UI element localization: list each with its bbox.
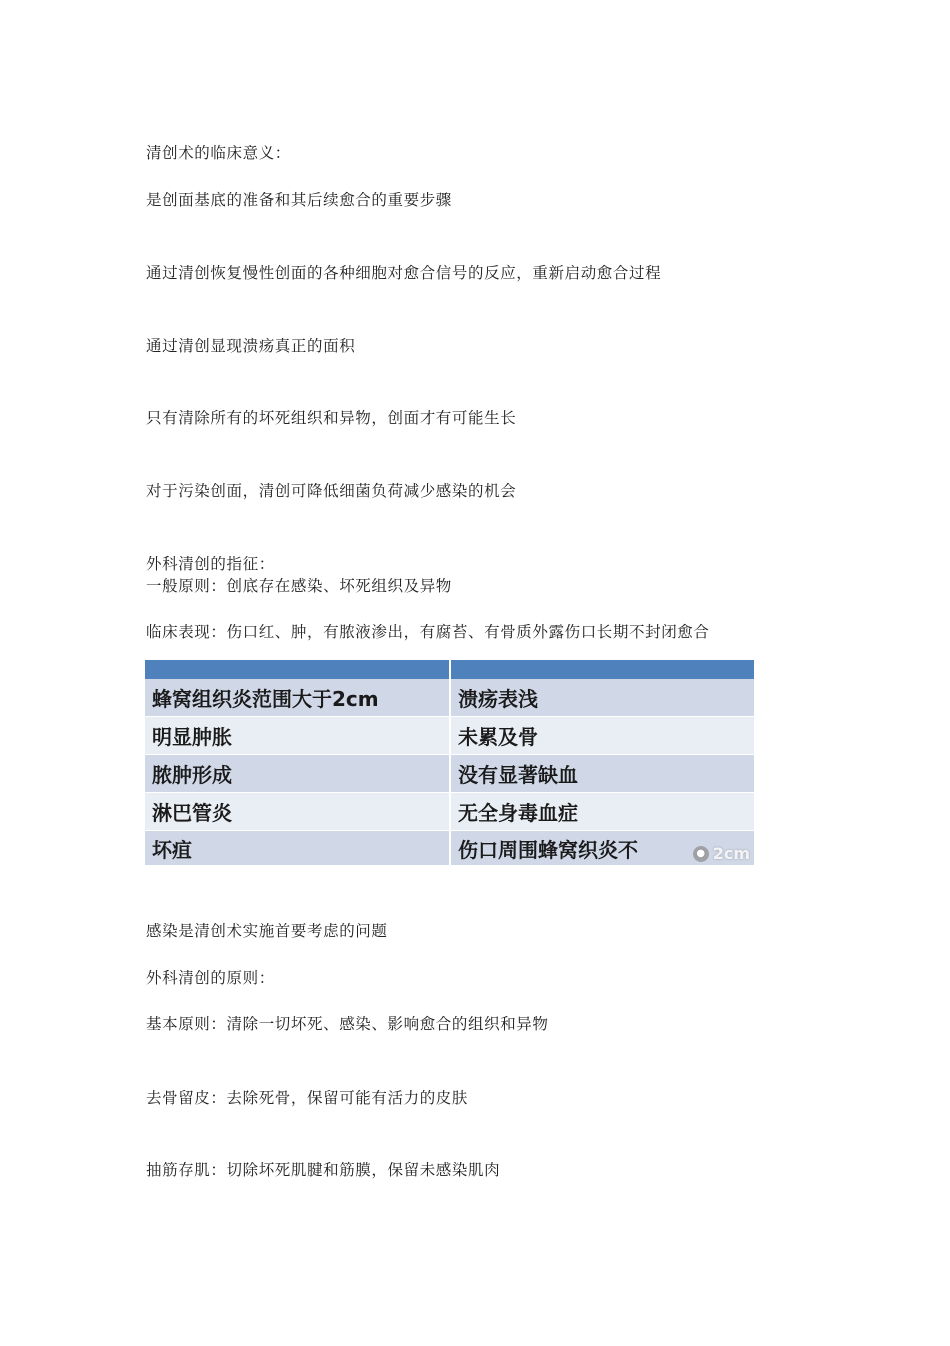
column-divider (449, 831, 451, 865)
table-cell-right: 无全身毒血症 (458, 801, 578, 825)
basic-principle-text: 基本原则：清除一切坏死、感染、影响愈合的组织和异物 (146, 1015, 549, 1033)
table-cell-left: 明显肿胀 (152, 725, 232, 749)
table-row (145, 679, 754, 716)
column-divider (449, 793, 451, 830)
column-divider (449, 755, 451, 792)
indications-heading: 外科清创的指征： (146, 555, 275, 573)
table-row (145, 831, 754, 865)
paragraph-remove-necrotic: 只有清除所有的坏死组织和异物，创面才有可能生长 (146, 409, 517, 427)
header-divider (449, 660, 451, 679)
watermark (693, 844, 750, 863)
table-cell-right: 没有显著缺血 (458, 763, 578, 787)
table-cell-right: 未累及骨 (458, 725, 538, 749)
general-principle-text: 一般原则：创底存在感染、坏死组织及异物 (146, 577, 452, 595)
table-cell-left: 淋巴管炎 (152, 801, 232, 825)
infection-consideration-text: 感染是清创术实施首要考虑的问题 (146, 922, 388, 940)
paragraph-wound-bed-preparation: 是创面基底的准备和其后续愈合的重要步骤 (146, 191, 452, 209)
paragraph-restart-healing: 通过清创恢复慢性创面的各种细胞对愈合信号的反应，重新启动愈合过程 (146, 264, 662, 282)
bone-skin-rule-text: 去骨留皮：去除死骨，保留可能有活力的皮肤 (146, 1089, 469, 1107)
table-cell-left: 蜂窝组织炎范围大于2cm (152, 687, 379, 711)
clinical-signs-text: 临床表现：伤口红、肿，有脓液渗出，有腐苔、有骨质外露伤口长期不封闭愈合 (146, 623, 710, 641)
table-row (145, 793, 754, 830)
table-header-bar (145, 660, 754, 679)
principles-heading: 外科清创的原则： (146, 969, 275, 987)
table-cell-right: 伤口周围蜂窝织炎不 (458, 837, 638, 862)
paragraph-reduce-bacteria: 对于污染创面，清创可降低细菌负荷减少感染的机会 (146, 482, 517, 500)
column-divider (449, 717, 451, 754)
clinical-significance-heading: 清创术的临床意义： (146, 144, 291, 162)
watermark-text: 2cm (712, 844, 750, 863)
table-cell-left: 脓肿形成 (152, 763, 232, 787)
table-cell-right: 溃疡表浅 (458, 687, 538, 711)
table-row (145, 717, 754, 754)
paragraph-ulcer-area: 通过清创显现溃疡真正的面积 (146, 337, 356, 355)
wechat-logo-icon: ● (693, 846, 709, 862)
table-cell-left: 坏疽 (152, 837, 192, 862)
table-row (145, 755, 754, 792)
tendon-muscle-rule-text: 抽筋存肌：切除坏死肌腱和筋膜，保留未感染肌肉 (146, 1161, 501, 1179)
indications-table-image (145, 660, 754, 865)
column-divider (449, 679, 451, 716)
